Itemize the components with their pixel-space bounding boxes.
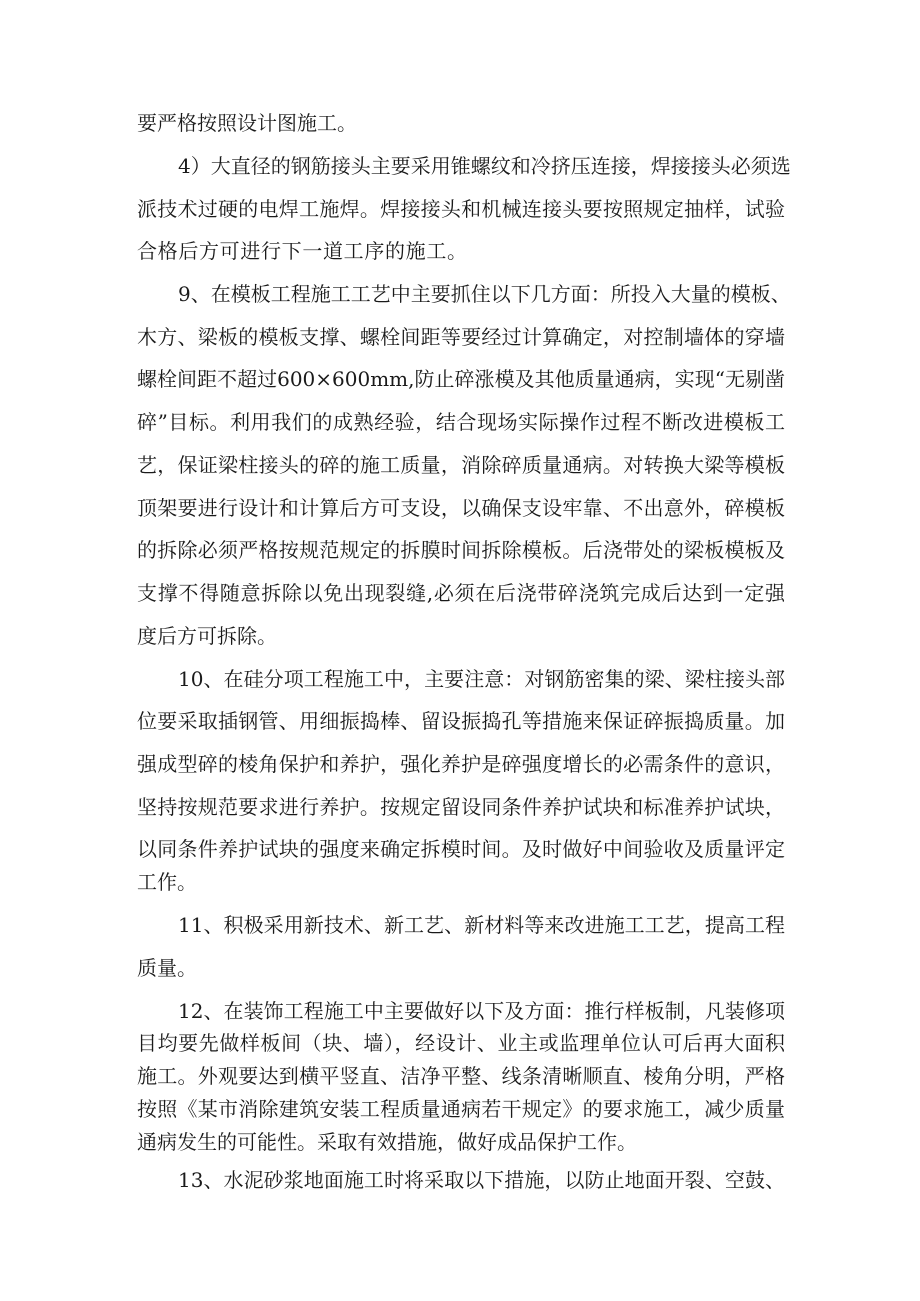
text-line: 度后方可拆除。 [137, 624, 277, 648]
text-line: 强成型碎的棱角保护和养护，强化养护是碎强度增长的必需条件的意识， [137, 752, 785, 776]
text-line: 位要采取插钢管、用细振捣棒、留设振捣孔等措施来保证碎振捣质量。加 [137, 709, 785, 733]
text-line: 碎”目标。利用我们的成熟经验，结合现场实际操作过程不断改进模板工 [137, 410, 785, 434]
text-line: 的拆除必须严格按规范规定的拆膜时间拆除模板。后浇带处的梁板模板及 [137, 538, 785, 562]
text-line: 派技术过硬的电焊工施焊。焊接接头和机械连接头要按照规定抽样，试验 [137, 197, 785, 221]
text-line: 支撑不得随意拆除以免出现裂缝,必须在后浇带碎浇筑完成后达到一定强 [137, 581, 785, 605]
text-line: 通病发生的可能性。采取有效措施，做好成品保护工作。 [137, 1130, 637, 1154]
text-line: 螺栓间距不超过600×600mm,防止碎涨模及其他质量通病，实现“无剔凿 [137, 367, 785, 391]
text-line: 13、水泥砂浆地面施工时将采取以下措施，以防止地面开裂、空鼓、 [178, 1168, 785, 1192]
text-line: 坚持按规范要求进行养护。按规定留设同条件养护试块和标准养护试块， [137, 795, 785, 819]
text-line: 9、在模板工程施工工艺中主要抓住以下几方面：所投入大量的模板、 [178, 282, 791, 306]
text-line: 按照《某市消除建筑安装工程质量通病若干规定》的要求施工，减少质量 [137, 1097, 785, 1121]
text-line: 要严格按照设计图施工。 [137, 111, 357, 135]
text-line: 艺，保证梁柱接头的碎的施工质量，消除碎质量通病。对转换大梁等模板 [137, 453, 785, 477]
text-line: 以同条件养护试块的强度来确定拆模时间。及时做好中间验收及质量评定 [137, 837, 785, 861]
text-line: 质量。 [137, 956, 197, 980]
text-line: 目均要先做样板间（块、墙），经设计、业主或监理单位认可后再大面积 [137, 1031, 785, 1055]
text-line: 施工。外观要达到横平竖直、洁净平整、线条清晰顺直、棱角分明，严格 [137, 1064, 785, 1088]
text-line: 木方、梁板的模板支撑、螺栓间距等要经过计算确定，对控制墙体的穿墙 [137, 325, 785, 349]
text-line: 工作。 [137, 870, 197, 894]
text-line: 合格后方可进行下一道工序的施工。 [137, 239, 467, 263]
text-line: 11、积极采用新技术、新工艺、新材料等来改进施工工艺，提高工程 [178, 913, 785, 937]
text-line: 顶架要进行设计和计算后方可支设，以确保支设牢靠、不出意外，碎模板 [137, 496, 785, 520]
text-line: 12、在装饰工程施工中主要做好以下及方面：推行样板制，凡装修项 [178, 999, 785, 1023]
text-line: 10、在硅分项工程施工中，主要注意：对钢筋密集的梁、梁柱接头部 [178, 667, 785, 691]
text-line: 4）大直径的钢筋接头主要采用锥螺纹和冷挤压连接，焊接接头必须选 [178, 154, 791, 178]
